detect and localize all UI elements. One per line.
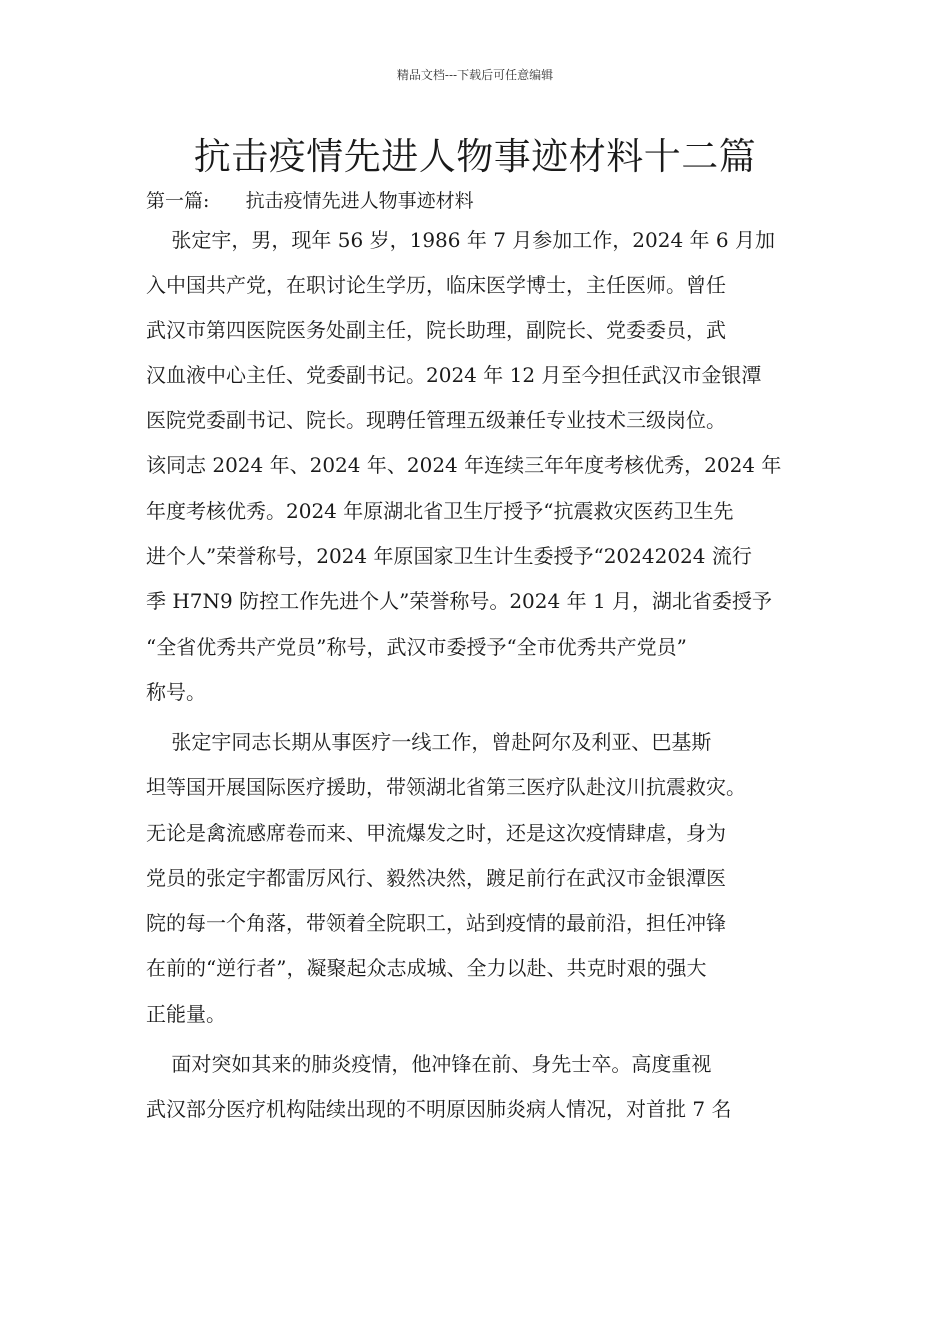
body-line: 年度考核优秀。2024 年原湖北省卫生厅授予“抗震救灾医药卫生先 xyxy=(146,499,734,523)
body-line: 季 H7N9 防控工作先进个人”荣誉称号。2024 年 1 月，湖北省委授予 xyxy=(146,589,773,613)
body-line: 入中国共产党，在职讨论生学历，临床医学博士，主任医师。曾任 xyxy=(146,273,726,297)
body-line: 院的每一个角落，带领着全院职工，站到疫情的最前沿，担任冲锋 xyxy=(146,911,726,935)
header-note: 精品文档---下载后可任意编辑 xyxy=(396,68,554,82)
body-line: 党员的张定宇都雷厉风行、毅然决然，踱足前行在武汉市金银潭医 xyxy=(146,866,726,890)
body-line: 武汉部分医疗机构陆续出现的不明原因肺炎病人情况，对首批 7 名 xyxy=(146,1097,732,1121)
body-line: 称号。 xyxy=(146,680,206,704)
body-line: 医院党委副书记、院长。现聘任管理五级兼任专业技术三级岗位。 xyxy=(146,408,726,432)
document-title: 抗击疫情先进人物事迹材料十二篇 xyxy=(193,135,757,178)
body-line: 进个人”荣誉称号，2024 年原国家卫生计生委授予“20242024 流行 xyxy=(146,544,752,568)
body-line: 面对突如其来的肺炎疫情，他冲锋在前、身先士卒。高度重视 xyxy=(146,1052,712,1076)
body-line: 无论是禽流感席卷而来、甲流爆发之时，还是这次疫情肆虐，身为 xyxy=(146,821,726,845)
body-line: 武汉市第四医院医务处副主任，院长助理，副院长、党委委员，武 xyxy=(146,318,726,342)
section-heading: 第一篇: 抗击疫情先进人物事迹材料 xyxy=(146,190,474,212)
body-line: 正能量。 xyxy=(146,1002,226,1026)
body-line: “全省优秀共产党员”称号，武汉市委授予“全市优秀共产党员” xyxy=(146,635,687,659)
body-line: 在前的“逆行者”，凝聚起众志成城、全力以赴、共克时艰的强大 xyxy=(146,956,707,980)
body-line: 坦等国开展国际医疗援助，带领湖北省第三医疗队赴汶川抗震救灾。 xyxy=(146,775,746,799)
body-line: 汉血液中心主任、党委副书记。2024 年 12 月至今担任武汉市金银潭 xyxy=(146,363,762,387)
body-line: 张定宇同志长期从事医疗一线工作，曾赴阿尔及利亚、巴基斯 xyxy=(146,730,712,754)
body-line: 张定宇，男，现年 56 岁，1986 年 7 月参加工作，2024 年 6 月加 xyxy=(146,228,775,252)
body-line: 该同志 2024 年、2024 年、2024 年连续三年年度考核优秀，2024 年 xyxy=(146,453,782,477)
